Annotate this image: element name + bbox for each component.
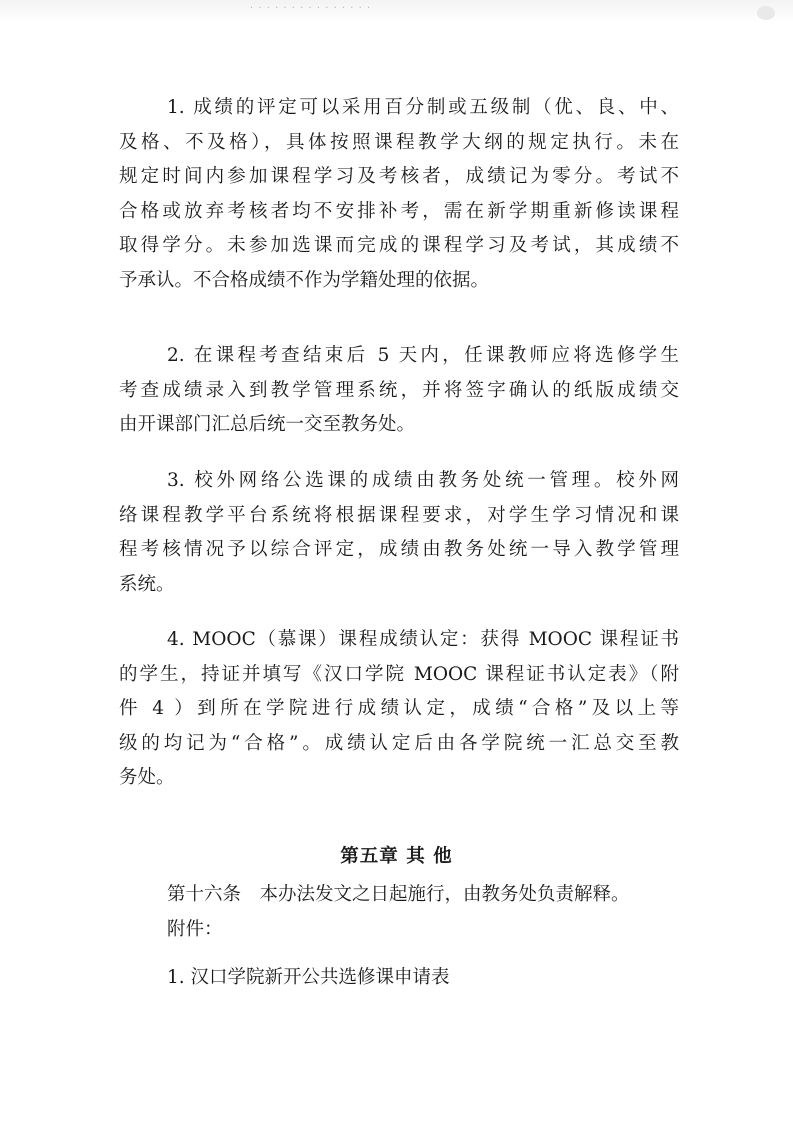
text-line: 的学生，持证并填写《汉口学院 MOOC 课程证书认定表》（附 bbox=[119, 663, 679, 685]
paragraph-online-courses bbox=[119, 464, 679, 602]
header-bleed-through: · · · · · · · · · · · · · · · bbox=[250, 3, 372, 14]
text-line: 件 4 ）到所在学院进行成绩认定，成绩“合格”及以上等 bbox=[119, 698, 679, 719]
text-line: 取得学分。未参加选课而完成的课程学习及考试，其成绩不 bbox=[119, 235, 679, 256]
text-line: 及格、不及格），具体按照课程教学大纲的规定执行。未在 bbox=[119, 131, 679, 153]
text-line: 1. 成绩的评定可以采用百分制或五级制（优、良、中、 bbox=[167, 97, 679, 118]
text-line: 合格或放弃考核者均不安排补考，需在新学期重新修读课程 bbox=[119, 200, 679, 222]
article-16 bbox=[119, 878, 679, 913]
text-line: 务处。 bbox=[119, 767, 175, 788]
text-line: 第十六条 本办法发文之日起施行，由教务处负责解释。 bbox=[167, 884, 630, 905]
paragraph-grading-scale bbox=[119, 91, 679, 298]
attachments-label bbox=[119, 913, 679, 948]
text-line: 考查成绩录入到教学管理系统，并将签字确认的纸版成绩交 bbox=[119, 379, 679, 401]
text-line: 程考核情况予以综合评定，成绩由教务处统一导入教学管理 bbox=[119, 539, 679, 560]
text-line: 2. 在课程考查结束后 5 天内，任课教师应将选修学生 bbox=[167, 345, 679, 366]
text-line: 级的均记为“合格”。成绩认定后由各学院统一汇总交至教 bbox=[119, 732, 679, 754]
text-line: 3. 校外网络公选课的成绩由教务处统一管理。校外网 bbox=[167, 470, 679, 491]
text-line: 由开课部门汇总后统一交至教务处。 bbox=[119, 414, 416, 435]
text-line: 络课程教学平台系统将根据课程要求，对学生学习情况和课 bbox=[119, 504, 679, 526]
attachment-item-1 bbox=[119, 961, 679, 996]
text-line: 系统。 bbox=[119, 573, 175, 595]
paragraph-grade-entry bbox=[119, 339, 679, 443]
chapter-heading: 第五章 其 他 bbox=[340, 846, 453, 867]
text-line: 附件： bbox=[167, 919, 223, 940]
text-line: 予承认。不合格成绩不作为学籍处理的依据。 bbox=[119, 269, 490, 291]
paragraph-mooc-credit bbox=[119, 623, 679, 796]
text-line: 1. 汉口学院新开公共选修课申请表 bbox=[167, 967, 450, 988]
text-line: 规定时间内参加课程学习及考核者，成绩记为零分。考试不 bbox=[119, 166, 679, 187]
text-line: 4. MOOC（慕课）课程成绩认定：获得 MOOC 课程证书 bbox=[167, 629, 679, 650]
